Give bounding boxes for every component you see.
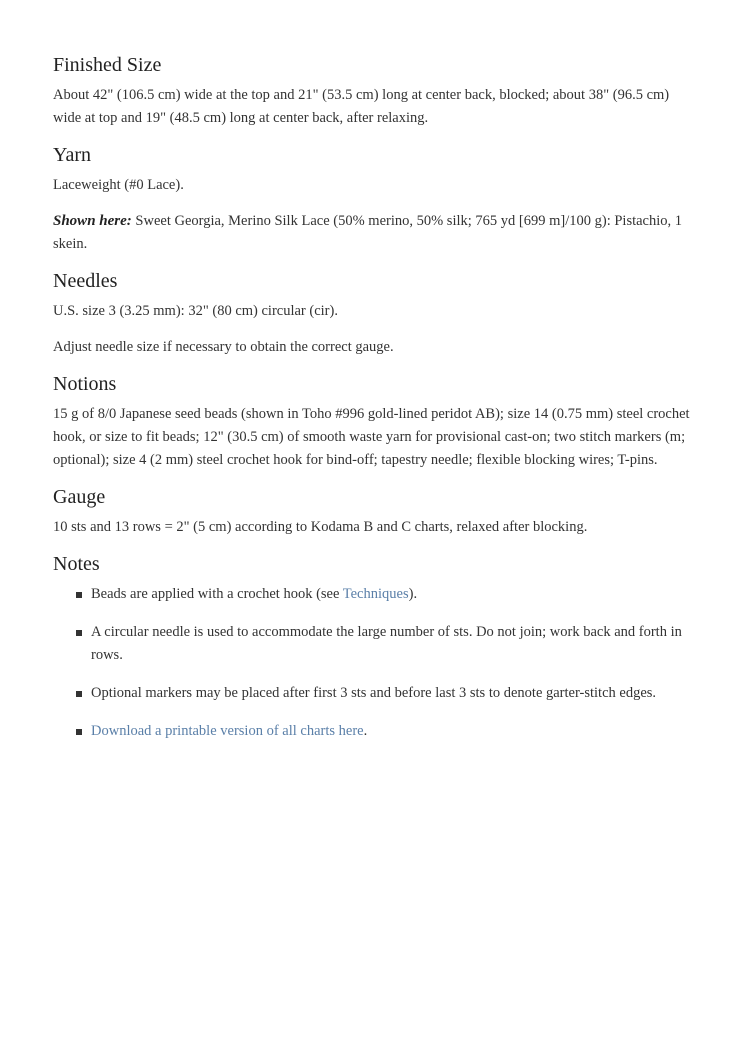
notes-item1-before: Beads are applied with a crochet hook (see <box>91 586 343 602</box>
list-item <box>53 682 698 705</box>
needles-section <box>53 268 698 359</box>
notions-heading: Notions <box>53 373 117 395</box>
shown-here-label: Shown here: <box>53 213 132 229</box>
needles-gauge-note: Adjust needle size if necessary to obtain the correct gauge. <box>53 339 394 355</box>
list-item <box>53 720 698 743</box>
finished-size-heading: Finished Size <box>53 54 162 76</box>
gauge-text: 10 sts and 13 rows = 2" (5 cm) according to Kodama B and C charts, relaxed after blocking. <box>53 519 588 535</box>
notes-item2-text: A circular needle is used to accommodate the large number of sts. Do not join; work back and forth in rows. <box>91 624 682 663</box>
needles-heading: Needles <box>53 270 118 292</box>
techniques-link[interactable]: Techniques <box>342 586 409 602</box>
notes-item1-after: ). <box>408 586 418 602</box>
notes-item4-after: . <box>363 723 368 739</box>
notions-text: 15 g of 8/0 Japanese seed beads (shown in Toho #996 gold-lined peridot AB); size 14 (0.75 mm) steel crochet hook, or size to fit beads; 12" (30.5 cm) of smooth waste yarn for provisional cast-on; two stitch markers (m; optional); size 4 (2 mm) steel crochet hook for bind-off; tapestry needle; flexible blocking wires; T-pins. <box>53 406 690 468</box>
download-charts-link[interactable]: Download a printable version of all charts here <box>91 723 364 739</box>
finished-size-section <box>53 52 698 130</box>
yarn-heading: Yarn <box>53 144 91 166</box>
notes-list <box>53 583 698 743</box>
square-bullet-icon <box>76 729 82 735</box>
notes-heading: Notes <box>53 553 100 575</box>
needles-text: U.S. size 3 (3.25 mm): 32" (80 cm) circular (cir). <box>53 303 338 319</box>
notions-section <box>53 371 698 472</box>
finished-size-text: About 42" (106.5 cm) wide at the top and 21" (53.5 cm) long at center back, blocked; about 38" (96.5 cm) wide at top and 19" (48.5 cm) long at center back, after relaxing. <box>53 87 670 126</box>
gauge-section <box>53 484 698 539</box>
yarn-section <box>53 142 698 256</box>
gauge-heading: Gauge <box>53 486 106 508</box>
yarn-text: Laceweight (#0 Lace). <box>53 177 184 193</box>
list-item <box>53 621 698 667</box>
square-bullet-icon <box>76 691 82 697</box>
shown-here-text: Sweet Georgia, Merino Silk Lace (50% merino, 50% silk; 765 yd [699 m]/100 g): Pistachio, 1 skein. <box>53 213 683 252</box>
yarn-shown-here <box>53 210 698 256</box>
notes-section <box>53 551 698 743</box>
list-item <box>53 583 698 606</box>
notes-item3-text: Optional markers may be placed after first 3 sts and before last 3 sts to denote garter-stitch edges. <box>91 685 657 701</box>
square-bullet-icon <box>76 630 82 636</box>
square-bullet-icon <box>76 592 82 598</box>
